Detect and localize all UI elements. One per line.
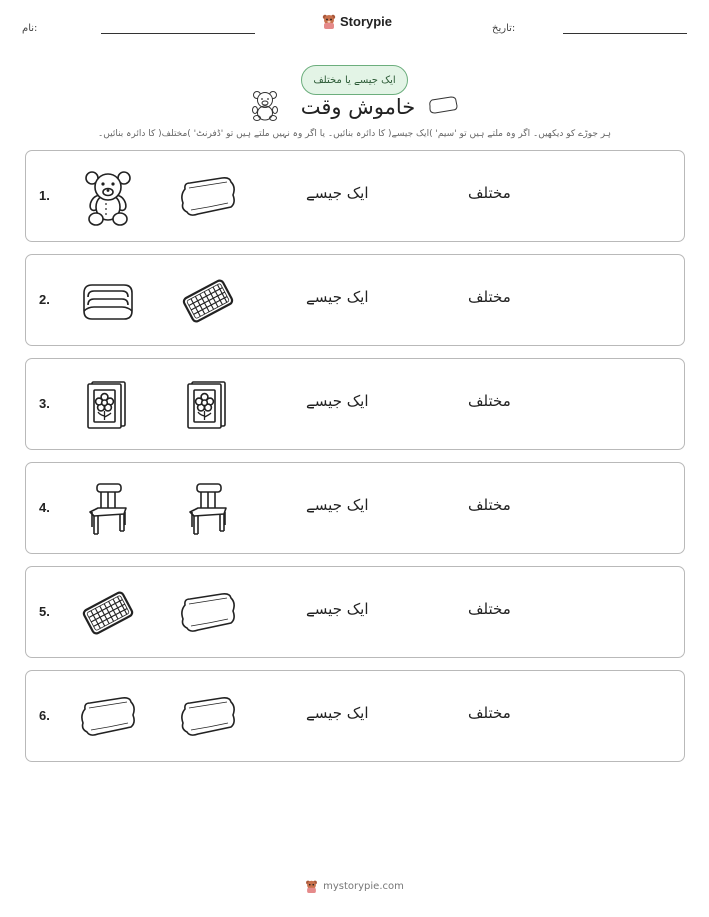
mascot-icon: [322, 13, 336, 29]
quilt-icon: [178, 271, 238, 331]
footer: [0, 879, 709, 893]
question-number: 5.: [39, 604, 50, 619]
pillow-icon: [178, 687, 238, 747]
option-different[interactable]: مختلف: [468, 496, 511, 514]
blanket-icon: [78, 271, 138, 331]
question-row: [25, 670, 685, 762]
chair-icon: [178, 479, 238, 539]
name-label: نام:: [22, 23, 38, 34]
instructions-text: ہر جوڑے کو دیکھیں۔ اگر وہ ملتے ہیں تو 'سیم' )ایک جیسے( کا دائرہ بنائیں۔ یا اگر وہ نہیں ملتے ہیں تو 'ڈفرنٹ' )مختلف( کا دائرہ بنائیں۔: [97, 129, 612, 139]
option-same[interactable]: ایک جیسے: [306, 600, 369, 618]
question-row: [25, 254, 685, 346]
option-same[interactable]: ایک جیسے: [306, 288, 369, 306]
chair-icon: [78, 479, 138, 539]
option-different[interactable]: مختلف: [468, 392, 511, 410]
question-number: 2.: [39, 292, 50, 307]
option-different[interactable]: مختلف: [468, 184, 511, 202]
footer-url[interactable]: mystorypie.com: [323, 880, 404, 892]
question-number: 1.: [39, 188, 50, 203]
brand-logo: [322, 13, 392, 29]
option-same[interactable]: ایک جیسے: [306, 496, 369, 514]
question-row: [25, 150, 685, 242]
option-same[interactable]: ایک جیسے: [306, 184, 369, 202]
question-row: [25, 462, 685, 554]
name-line[interactable]: [101, 33, 255, 34]
question-row: [25, 358, 685, 450]
book-icon: [78, 375, 138, 435]
book-icon: [178, 375, 238, 435]
option-different[interactable]: مختلف: [468, 600, 511, 618]
mascot-icon: [305, 879, 318, 893]
activity-type-badge: ایک جیسے یا مختلف: [301, 65, 408, 95]
pillow-icon: [178, 167, 238, 227]
pillow-icon: [427, 96, 459, 114]
question-row: [25, 566, 685, 658]
teddy-bear-icon: [251, 90, 279, 122]
option-different[interactable]: مختلف: [468, 704, 511, 722]
pillow-icon: [178, 583, 238, 643]
option-same[interactable]: ایک جیسے: [306, 392, 369, 410]
option-same[interactable]: ایک جیسے: [306, 704, 369, 722]
teddy-bear-icon: [78, 167, 138, 227]
option-different[interactable]: مختلف: [468, 288, 511, 306]
question-number: 6.: [39, 708, 50, 723]
page-title: خاموش وقت: [300, 95, 416, 119]
date-line[interactable]: [563, 33, 687, 34]
date-label: تاریخ:: [492, 23, 516, 34]
question-number: 4.: [39, 500, 50, 515]
brand-name: Storypie: [340, 13, 393, 29]
pillow-icon: [78, 687, 138, 747]
quilt-icon: [78, 583, 138, 643]
question-number: 3.: [39, 396, 50, 411]
